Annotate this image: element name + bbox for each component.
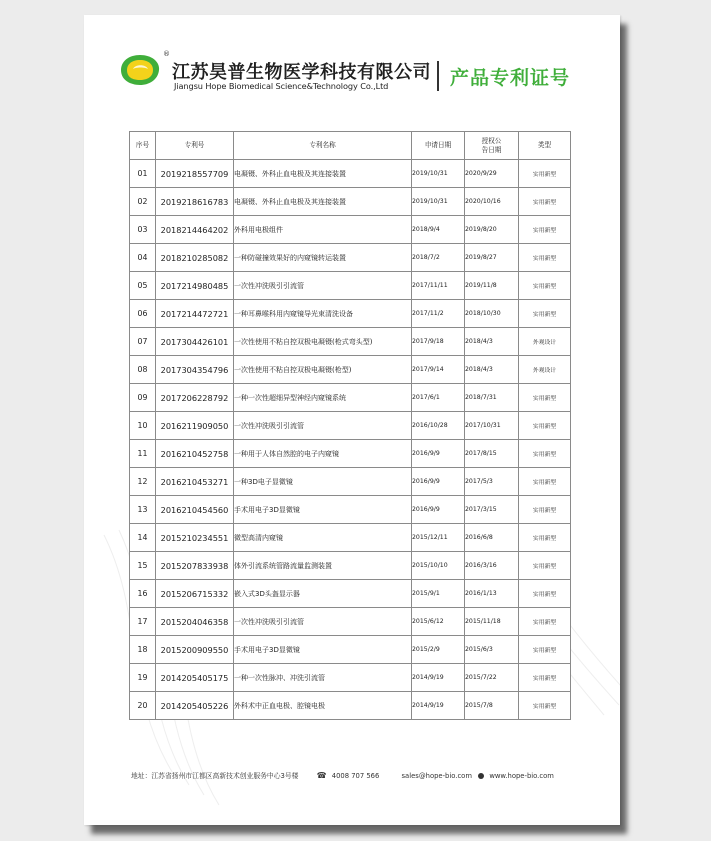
row-apply-date: 2016/10/28 xyxy=(412,412,465,440)
row-no: 03 xyxy=(130,216,156,244)
table-row xyxy=(130,412,571,440)
row-patent-no: 2018214464202 xyxy=(156,216,234,244)
row-no: 07 xyxy=(130,328,156,356)
row-apply-date: 2015/12/11 xyxy=(412,524,465,552)
table-row xyxy=(130,440,571,468)
row-grant-date: 2016/6/8 xyxy=(465,524,519,552)
row-grant-date: 2015/7/22 xyxy=(465,664,519,692)
row-no: 13 xyxy=(130,496,156,524)
certificate-sheet xyxy=(84,15,620,825)
row-type: 实用新型 xyxy=(519,524,571,552)
row-grant-date: 2020/10/16 xyxy=(465,188,519,216)
row-apply-date: 2014/9/19 xyxy=(412,664,465,692)
row-grant-date: 2018/10/30 xyxy=(465,300,519,328)
row-no: 20 xyxy=(130,692,156,720)
row-type: 实用新型 xyxy=(519,216,571,244)
table-row xyxy=(130,188,571,216)
row-apply-date: 2014/9/19 xyxy=(412,692,465,720)
row-grant-date: 2017/8/15 xyxy=(465,440,519,468)
row-patent-no: 2015200909550 xyxy=(156,636,234,664)
header-apply-date: 申请日期 xyxy=(412,132,465,160)
row-apply-date: 2015/6/12 xyxy=(412,608,465,636)
row-no: 10 xyxy=(130,412,156,440)
row-type: 实用新型 xyxy=(519,440,571,468)
table-row xyxy=(130,608,571,636)
row-patent-no: 2015206715332 xyxy=(156,580,234,608)
row-type: 实用新型 xyxy=(519,300,571,328)
row-patent-no: 2016210452758 xyxy=(156,440,234,468)
row-type: 实用新型 xyxy=(519,244,571,272)
row-apply-date: 2015/10/10 xyxy=(412,552,465,580)
row-type: 实用新型 xyxy=(519,496,571,524)
row-type: 实用新型 xyxy=(519,384,571,412)
row-patent-no: 2015207833938 xyxy=(156,552,234,580)
row-apply-date: 2018/7/2 xyxy=(412,244,465,272)
row-no: 19 xyxy=(130,664,156,692)
row-patent-name: 一次性使用不粘自控双极电凝镊(枪式弯头型) xyxy=(234,328,412,356)
row-no: 04 xyxy=(130,244,156,272)
row-no: 01 xyxy=(130,160,156,188)
table-row xyxy=(130,636,571,664)
phone-icon: ☎ xyxy=(316,771,327,780)
table-row xyxy=(130,524,571,552)
row-patent-no: 2016211909050 xyxy=(156,412,234,440)
row-grant-date: 2019/8/27 xyxy=(465,244,519,272)
row-patent-no: 2017214980485 xyxy=(156,272,234,300)
row-patent-no: 2014205405226 xyxy=(156,692,234,720)
footer-phone: 4008 707 566 xyxy=(331,772,380,780)
row-patent-name: 微型高清内窥镜 xyxy=(234,524,412,552)
row-patent-name: 一次性冲洗吸引引流管 xyxy=(234,608,412,636)
row-apply-date: 2016/9/9 xyxy=(412,440,465,468)
row-grant-date: 2017/10/31 xyxy=(465,412,519,440)
row-apply-date: 2019/10/31 xyxy=(412,160,465,188)
row-patent-name: 一种用于人体自然腔的电子内窥镜 xyxy=(234,440,412,468)
table-row xyxy=(130,356,571,384)
row-no: 02 xyxy=(130,188,156,216)
row-grant-date: 2017/3/15 xyxy=(465,496,519,524)
row-grant-date: 2018/4/3 xyxy=(465,356,519,384)
row-no: 16 xyxy=(130,580,156,608)
row-patent-name: 手术用电子3D显微镜 xyxy=(234,636,412,664)
row-patent-no: 2015204046358 xyxy=(156,608,234,636)
row-no: 05 xyxy=(130,272,156,300)
row-type: 实用新型 xyxy=(519,552,571,580)
row-patent-no: 2016210453271 xyxy=(156,468,234,496)
row-grant-date: 2015/7/8 xyxy=(465,692,519,720)
row-patent-name: 一种3D电子显微镜 xyxy=(234,468,412,496)
row-patent-name: 外科术中正血电极、腔镜电极 xyxy=(234,692,412,720)
row-grant-date: 2019/8/20 xyxy=(465,216,519,244)
patent-table xyxy=(129,131,571,720)
row-grant-date: 2019/11/8 xyxy=(465,272,519,300)
row-apply-date: 2019/10/31 xyxy=(412,188,465,216)
row-patent-no: 2015210234551 xyxy=(156,524,234,552)
row-grant-date: 2018/4/3 xyxy=(465,328,519,356)
header-grant-date xyxy=(465,132,519,160)
table-row xyxy=(130,272,571,300)
globe-icon xyxy=(478,773,484,779)
row-type: 实用新型 xyxy=(519,272,571,300)
row-apply-date: 2016/9/9 xyxy=(412,468,465,496)
row-no: 17 xyxy=(130,608,156,636)
patent-table-body xyxy=(130,160,571,720)
row-no: 12 xyxy=(130,468,156,496)
row-grant-date: 2016/3/16 xyxy=(465,552,519,580)
row-grant-date: 2015/11/18 xyxy=(465,608,519,636)
registered-mark: ® xyxy=(163,50,170,58)
row-patent-name: 电凝镊、外科止血电极及其连接装置 xyxy=(234,160,412,188)
header-type: 类型 xyxy=(519,132,571,160)
row-patent-name: 一次性冲洗吸引引流管 xyxy=(234,272,412,300)
row-patent-no: 2017304354796 xyxy=(156,356,234,384)
row-patent-name: 一种一次性超细异型神经内窥镜系统 xyxy=(234,384,412,412)
row-patent-no: 2018210285082 xyxy=(156,244,234,272)
row-type: 实用新型 xyxy=(519,412,571,440)
footer-email: sales@hope-bio.com xyxy=(401,772,472,780)
row-type: 实用新型 xyxy=(519,160,571,188)
row-type: 外观设计 xyxy=(519,328,571,356)
row-type: 实用新型 xyxy=(519,664,571,692)
row-patent-name: 一次性冲洗吸引引流管 xyxy=(234,412,412,440)
row-grant-date: 2017/5/3 xyxy=(465,468,519,496)
row-type: 实用新型 xyxy=(519,580,571,608)
row-patent-name: 体外引流系统管路流量监测装置 xyxy=(234,552,412,580)
table-row xyxy=(130,468,571,496)
row-apply-date: 2015/9/1 xyxy=(412,580,465,608)
hope-logo-icon xyxy=(119,52,161,88)
table-row xyxy=(130,580,571,608)
row-patent-name: 电凝镊、外科止血电极及其连接装置 xyxy=(234,188,412,216)
row-patent-no: 2017304426101 xyxy=(156,328,234,356)
row-patent-no: 2019218557709 xyxy=(156,160,234,188)
row-apply-date: 2015/2/9 xyxy=(412,636,465,664)
table-row xyxy=(130,692,571,720)
table-row xyxy=(130,160,571,188)
footer-address: 地址：江苏省扬州市江都区高新技术创业服务中心3号楼 xyxy=(131,772,299,780)
footer-website: www.hope-bio.com xyxy=(489,772,554,780)
row-grant-date: 2015/6/3 xyxy=(465,636,519,664)
header-patent-no: 专利号 xyxy=(156,132,234,160)
row-apply-date: 2017/9/18 xyxy=(412,328,465,356)
row-grant-date: 2016/1/13 xyxy=(465,580,519,608)
table-header-row xyxy=(130,132,571,160)
row-apply-date: 2017/9/14 xyxy=(412,356,465,384)
table-row xyxy=(130,496,571,524)
row-no: 11 xyxy=(130,440,156,468)
row-patent-name: 一种防碰撞效果好的内窥镜转运装置 xyxy=(234,244,412,272)
row-patent-name: 一种耳鼻喉科用内窥镜导光束清洗设备 xyxy=(234,300,412,328)
footer xyxy=(131,770,554,780)
row-type: 实用新型 xyxy=(519,608,571,636)
row-patent-no: 2014205405175 xyxy=(156,664,234,692)
row-apply-date: 2017/11/2 xyxy=(412,300,465,328)
row-patent-name: 手术用电子3D显微镜 xyxy=(234,496,412,524)
header-name: 专利名称 xyxy=(234,132,412,160)
table-row xyxy=(130,216,571,244)
row-apply-date: 2017/11/11 xyxy=(412,272,465,300)
row-grant-date: 2020/9/29 xyxy=(465,160,519,188)
row-no: 14 xyxy=(130,524,156,552)
row-patent-name: 嵌入式3D头盔显示器 xyxy=(234,580,412,608)
row-grant-date: 2018/7/31 xyxy=(465,384,519,412)
row-no: 18 xyxy=(130,636,156,664)
row-patent-name: 外科用电极组件 xyxy=(234,216,412,244)
row-patent-name: 一次性使用不粘自控双极电凝镊(枪型) xyxy=(234,356,412,384)
row-no: 09 xyxy=(130,384,156,412)
table-row xyxy=(130,300,571,328)
row-apply-date: 2016/9/9 xyxy=(412,496,465,524)
row-type: 实用新型 xyxy=(519,468,571,496)
row-apply-date: 2018/9/4 xyxy=(412,216,465,244)
row-no: 06 xyxy=(130,300,156,328)
row-no: 08 xyxy=(130,356,156,384)
table-row xyxy=(130,552,571,580)
row-patent-no: 2017214472721 xyxy=(156,300,234,328)
header-grant-date-line1: 授权公 xyxy=(481,136,502,145)
header-divider xyxy=(437,61,439,91)
header-grant-date-line2: 告日期 xyxy=(481,145,502,154)
company-name-en: Jiangsu Hope Biomedical Science&Technology Co.,Ltd xyxy=(174,81,389,91)
table-row xyxy=(130,244,571,272)
row-type: 实用新型 xyxy=(519,636,571,664)
row-type: 外观设计 xyxy=(519,356,571,384)
row-no: 15 xyxy=(130,552,156,580)
document-title: 产品专利证号 xyxy=(450,67,571,89)
company-name-cn: 江苏昊普生物医学科技有限公司 xyxy=(172,62,431,83)
row-patent-name: 一种一次性脉冲、冲洗引流管 xyxy=(234,664,412,692)
table-row xyxy=(130,664,571,692)
row-apply-date: 2017/6/1 xyxy=(412,384,465,412)
row-type: 实用新型 xyxy=(519,692,571,720)
header-no: 序号 xyxy=(130,132,156,160)
row-patent-no: 2016210454560 xyxy=(156,496,234,524)
row-patent-no: 2017206228792 xyxy=(156,384,234,412)
row-patent-no: 2019218616783 xyxy=(156,188,234,216)
table-row xyxy=(130,384,571,412)
row-type: 实用新型 xyxy=(519,188,571,216)
table-row xyxy=(130,328,571,356)
